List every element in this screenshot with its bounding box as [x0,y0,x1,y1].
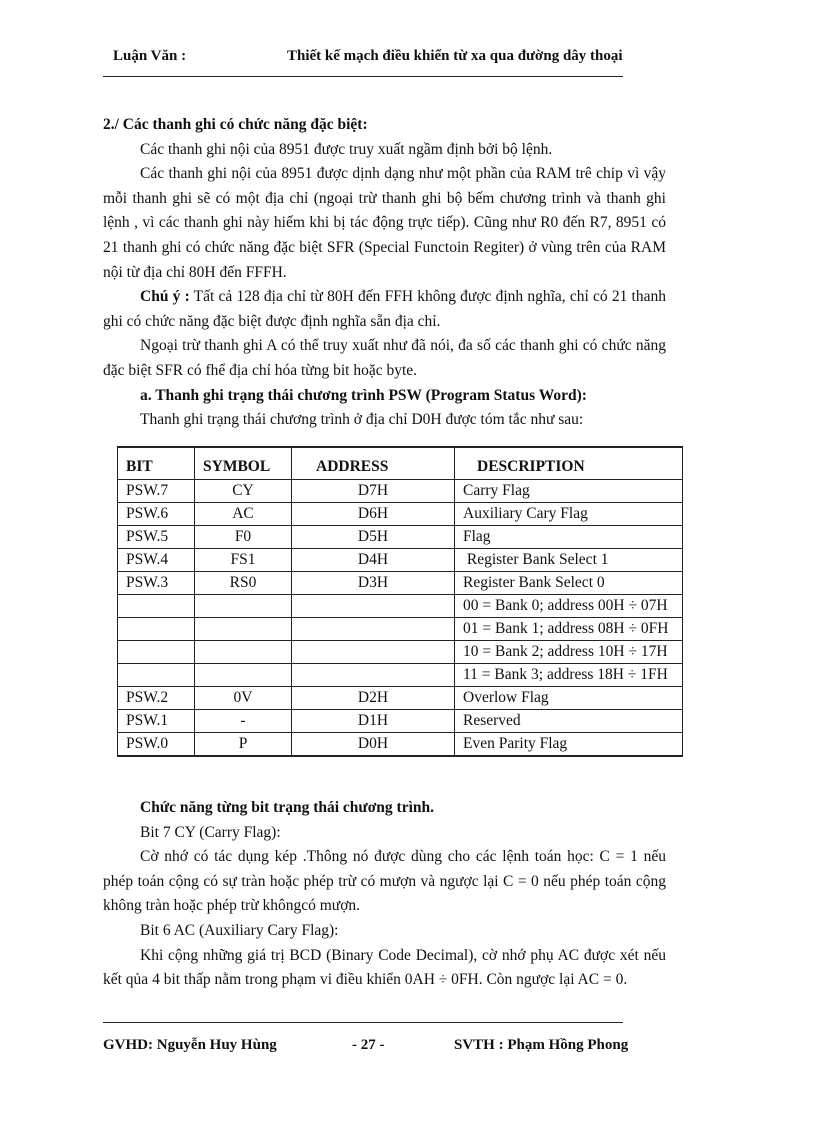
cell-description: Register Bank Select 0 [455,572,683,595]
cell-bit: PSW.4 [118,549,195,572]
table-row [118,710,683,733]
cell-description: Auxiliary Cary Flag [455,503,683,526]
cell-address: D1H [292,710,455,733]
table-row [118,595,683,618]
paragraph-2: Các thanh ghi nội của 8951 được dịnh dạng như một phần của RAM trê chip vì vậy mỗi thanh ghi sẽ có một địa chỉ (ngoại trừ thanh ghi bộ bếm chương trình và thanh ghi lệnh , vì các thanh ghi này hiếm khi bị tác động trực tiếp). Cũng như R0 đến R7, 8951 có 21 thanh ghi có chức năng đặc biệt SFR (Special Functoin Regiter) ở vùng trên của RAM nội từ địa chỉ 80H đến FFFH. [103,165,666,281]
section2-body [103,796,666,993]
cell-description: Carry Flag [455,480,683,503]
paragraph-1: Các thanh ghi nội của 8951 được truy xuất ngầm định bởi bộ lệnh. [140,140,553,158]
table-row [118,572,683,595]
cell-bit [118,618,195,641]
table-row [118,526,683,549]
cell-symbol: P [195,733,292,757]
cell-description: Flag [455,526,683,549]
bit6-text: Khi cộng những giá trị BCD (Binary Code Decimal), cờ nhớ phụ AC được xét nếu kết qủa 4 bit thấp nằm trong phạm vi điều khiển 0AH ÷ 0FH. Còn ngược lại AC = 0. [103,946,666,989]
cell-symbol: CY [195,480,292,503]
cell-description: 10 = Bank 2; address 10H ÷ 17H [455,641,683,664]
cell-address: D5H [292,526,455,549]
cell-address [292,664,455,687]
cell-address: D4H [292,549,455,572]
cell-bit: PSW.3 [118,572,195,595]
col-header-symbol: SYMBOL [195,447,292,480]
col-header-bit: BIT [118,447,195,480]
cell-bit: PSW.7 [118,480,195,503]
cell-description: 00 = Bank 0; address 00H ÷ 07H [455,595,683,618]
cell-address [292,641,455,664]
cell-address [292,618,455,641]
cell-description: Even Parity Flag [455,733,683,757]
table-row [118,618,683,641]
section2-title: Chức năng từng bit trạng thái chương trình. [140,799,435,816]
section-title: 2./ Các thanh ghi có chức năng đặc biệt: [103,116,368,133]
header-rule [103,76,623,77]
cell-address [292,595,455,618]
table-row [118,480,683,503]
table-row [118,503,683,526]
paragraph-4: Thanh ghi trạng thái chương trình ở địa chỉ D0H được tóm tắc như sau: [140,411,584,429]
subsection-title: a. Thanh ghi trạng thái chương trình PSW (Program Status Word): [140,386,587,404]
cell-bit [118,595,195,618]
table-row [118,664,683,687]
table-row [118,733,683,757]
note-text: Tất cả 128 địa chỉ từ 80H đến FFH không được định nghĩa, chỉ có 21 thanh ghi có chức năng đặc biệt được định nghĩa sẵn địa chỉ. [103,288,666,330]
bit7-text: Cờ nhớ có tác dụng kép .Thông nó được dùng cho các lệnh toán học: C = 1 nếu phép toán cộng có sự tràn hoặc phép trừ có mượn và ngược lại C = 0 nếu phép toán cộng không tràn hoặc phép trừ khôngcó mượn. [103,848,666,915]
cell-symbol [195,618,292,641]
cell-symbol: FS1 [195,549,292,572]
page-number: - 27 - [352,1037,385,1053]
table-row [118,687,683,710]
cell-description: Reserved [455,710,683,733]
paragraph-3: Ngoại trừ thanh ghi A có thể truy xuất như đã nói, đa số các thanh ghi có chức năng đặc biệt SFR có fhể địa chỉ hóa từng bit hoặc byte. [103,337,666,379]
section-body [103,113,666,433]
footer-advisor: GVHD: Nguyễn Huy Hùng [103,1037,277,1053]
cell-description: Register Bank Select 1 [455,549,683,572]
cell-description: Overlow Flag [455,687,683,710]
cell-address: D0H [292,733,455,757]
cell-symbol [195,664,292,687]
cell-symbol: 0V [195,687,292,710]
bit7-label: Bit 7 CY (Carry Flag): [140,823,281,841]
cell-symbol: RS0 [195,572,292,595]
cell-symbol: F0 [195,526,292,549]
header-left: Luận Văn : [113,48,187,64]
cell-symbol: AC [195,503,292,526]
cell-bit: PSW.0 [118,733,195,757]
cell-bit: PSW.2 [118,687,195,710]
cell-symbol: - [195,710,292,733]
cell-description: 01 = Bank 1; address 08H ÷ 0FH [455,618,683,641]
cell-address: D3H [292,572,455,595]
footer-rule [103,1022,623,1023]
cell-bit: PSW.1 [118,710,195,733]
bit6-label: Bit 6 AC (Auxiliary Cary Flag): [140,921,339,939]
cell-bit [118,641,195,664]
footer-student: SVTH : Phạm Hồng Phong [454,1037,629,1053]
table-row [118,549,683,572]
header-title: Thiết kế mạch điều khiển từ xa qua đường dây thoại [287,48,623,64]
col-header-address: ADDRESS [292,447,455,480]
cell-bit: PSW.5 [118,526,195,549]
cell-symbol [195,595,292,618]
cell-address: D6H [292,503,455,526]
table-row [118,641,683,664]
psw-table [117,446,683,757]
cell-address: D7H [292,480,455,503]
cell-bit: PSW.6 [118,503,195,526]
cell-address: D2H [292,687,455,710]
note-label: Chú ý : [140,288,190,306]
note-paragraph [103,285,666,334]
cell-bit [118,664,195,687]
table-header-row [118,447,683,480]
cell-description: 11 = Bank 3; address 18H ÷ 1FH [455,664,683,687]
cell-symbol [195,641,292,664]
col-header-description: DESCRIPTION [455,447,683,480]
